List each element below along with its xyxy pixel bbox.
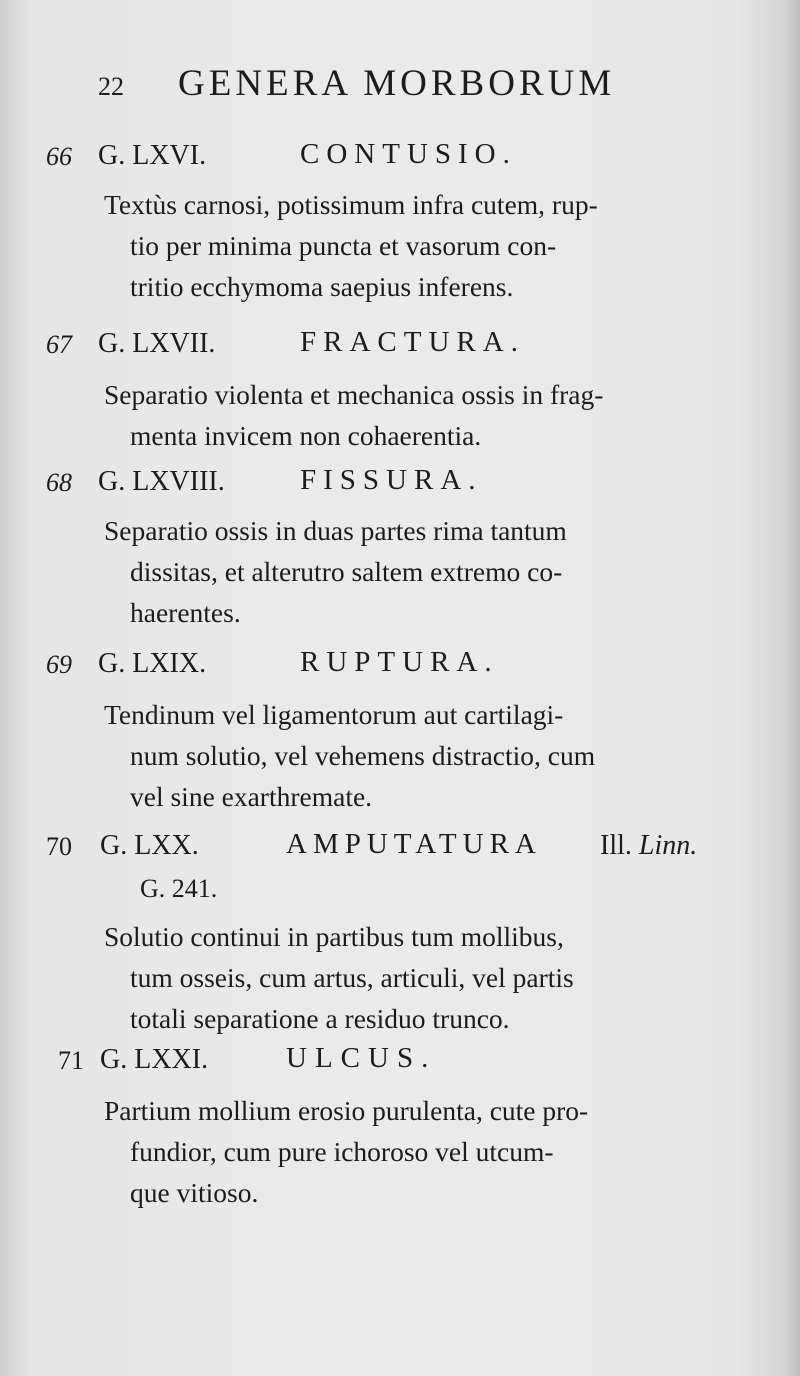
reference-abbrev <box>600 830 697 862</box>
description-line: Textùs carnosi, potissimum infra cutem, rup- <box>104 189 598 220</box>
entry-description <box>104 916 740 1039</box>
reference-author: Ill. <box>600 830 632 861</box>
entry-number: 67 <box>46 330 72 359</box>
disease-name: FISSURA. <box>300 464 483 496</box>
entry-heading <box>0 324 800 368</box>
description-line: totali separatione a residuo trunco. <box>130 1003 510 1034</box>
reference-source: Linn. <box>638 830 698 861</box>
entry-heading <box>0 826 800 916</box>
entry-description <box>104 694 740 817</box>
genus-numeral: G. LXVI. <box>98 140 207 171</box>
entry-heading <box>0 1040 800 1084</box>
description-line: tum osseis, cum artus, articuli, vel partis <box>130 962 574 993</box>
reference-genus: G. 241. <box>140 874 218 903</box>
description-line: dissitas, et alterutro saltem extremo co- <box>130 556 563 587</box>
entry-description <box>104 374 740 456</box>
genus-numeral: G. LXVII. <box>98 328 216 359</box>
description-line: num solutio, vel vehemens distractio, cum <box>130 740 596 771</box>
entry-description <box>104 510 740 633</box>
description-line: fundior, cum pure ichoroso vel utcum- <box>130 1136 554 1167</box>
disease-name: AMPUTATURA <box>286 828 542 860</box>
description-line: Partium mollium erosio purulenta, cute pro- <box>104 1095 589 1126</box>
entry-description <box>104 184 740 307</box>
entry-heading <box>0 136 800 180</box>
entry-number: 69 <box>46 650 72 679</box>
disease-name: CONTUSIO. <box>300 138 517 170</box>
entry-number: 70 <box>46 832 72 861</box>
genus-numeral: G. LXXI. <box>100 1044 209 1075</box>
genus-numeral: G. LXIX. <box>98 648 207 679</box>
page-number: 22 <box>98 72 124 101</box>
description-line: tritio ecchymoma saepius inferens. <box>130 271 514 302</box>
entry-heading <box>0 462 800 506</box>
genus-numeral: G. LXX. <box>100 830 199 861</box>
entry-heading <box>0 644 800 688</box>
description-line: menta invicem non cohaerentia. <box>130 420 482 451</box>
genus-numeral: G. LXVIII. <box>98 466 225 497</box>
entry-number: 66 <box>46 142 72 171</box>
description-line: haerentes. <box>130 597 241 628</box>
description-line: tio per minima puncta et vasorum con- <box>130 230 557 261</box>
entry-number: 71 <box>58 1046 84 1075</box>
description-line: Separatio violenta et mechanica ossis in frag- <box>104 379 604 410</box>
description-line: Separatio ossis in duas partes rima tantum <box>104 515 567 546</box>
description-line: Tendinum vel ligamentorum aut cartilagi- <box>104 699 564 730</box>
entry-description <box>104 1090 740 1213</box>
disease-name: ULCUS. <box>286 1042 437 1074</box>
description-line: que vitioso. <box>130 1177 259 1208</box>
disease-name: RUPTURA. <box>300 646 499 678</box>
page-header <box>98 62 615 105</box>
description-line: vel sine exarthremate. <box>130 781 373 812</box>
disease-name: FRACTURA. <box>300 326 525 358</box>
description-line: Solutio continui in partibus tum mollibus, <box>104 921 564 952</box>
running-title: GENERA MORBORUM <box>178 63 616 104</box>
entry-number: 68 <box>46 468 72 497</box>
